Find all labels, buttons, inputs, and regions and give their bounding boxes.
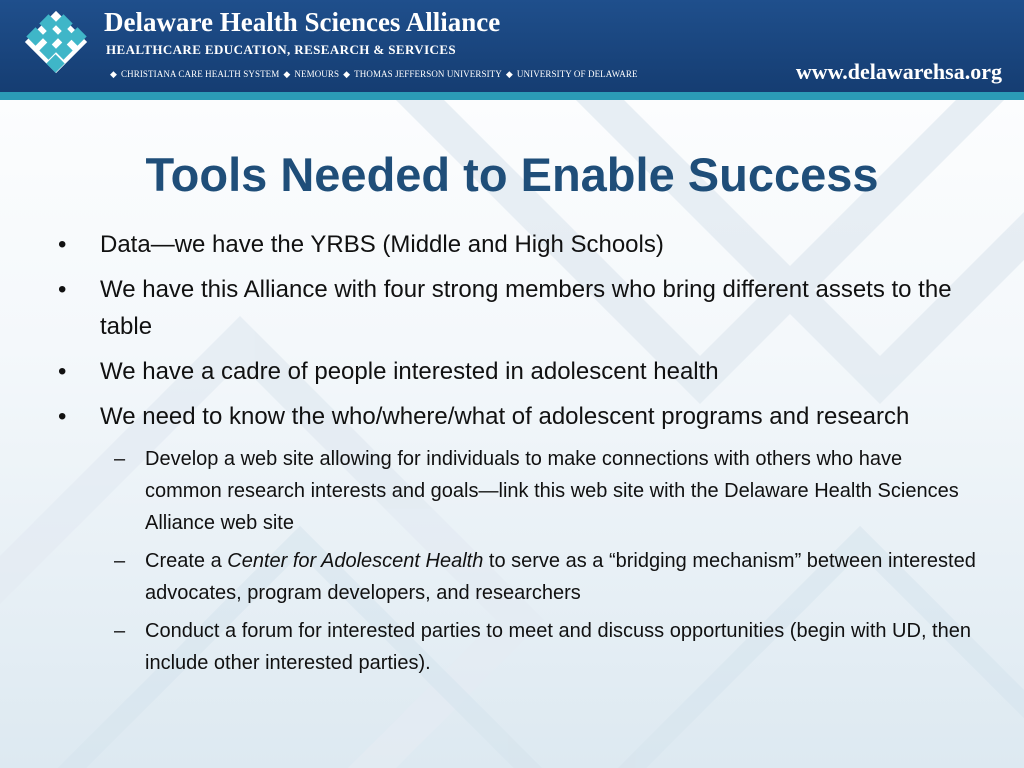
sub-bullet-emphasis: Center for Adolescent Health bbox=[227, 550, 484, 572]
sub-bullet-text: Develop a web site allowing for individuals to make connections with others who have common research interests and goals—link this web site with the Delaware Health Sciences Alliance web site bbox=[145, 448, 959, 534]
header-banner bbox=[0, 0, 1024, 92]
sub-bullet-item bbox=[56, 443, 976, 539]
bullet-marker: • bbox=[58, 276, 67, 303]
partner-separator-icon: ◆ bbox=[343, 69, 351, 79]
bullet-item bbox=[56, 398, 976, 435]
bullet-text: We have a cadre of people interested in adolescent health bbox=[100, 358, 719, 385]
partner-name: UNIVERSITY OF DELAWARE bbox=[516, 69, 638, 79]
bullet-text: We need to know the who/where/what of adolescent programs and research bbox=[100, 403, 910, 430]
organization-tagline: HEALTHCARE EDUCATION, RESEARCH & SERVICES bbox=[106, 42, 457, 57]
website-url: www.delawarehsa.org bbox=[795, 59, 1002, 84]
header-accent-stripe bbox=[0, 92, 1024, 100]
partner-separator-icon: ◆ bbox=[110, 69, 118, 79]
partner-name: CHRISTIANA CARE HEALTH SYSTEM bbox=[121, 69, 280, 79]
partner-list bbox=[106, 69, 638, 80]
partner-separator-icon: ◆ bbox=[283, 69, 291, 79]
bullet-item bbox=[56, 271, 976, 345]
partner-separator-icon: ◆ bbox=[505, 69, 513, 79]
partner-name: THOMAS JEFFERSON UNIVERSITY bbox=[354, 69, 502, 79]
bullet-marker: • bbox=[58, 231, 67, 258]
sub-bullet-marker: – bbox=[114, 448, 126, 470]
organization-name: Delaware Health Sciences Alliance bbox=[104, 7, 501, 37]
sub-bullet-marker: – bbox=[114, 550, 126, 572]
sub-bullet-item bbox=[56, 545, 976, 609]
bullet-text: Data—we have the YRBS (Middle and High Schools) bbox=[100, 231, 664, 258]
partner-name: NEMOURS bbox=[294, 69, 340, 79]
bullet-marker: • bbox=[58, 403, 67, 430]
dhsa-logo-icon bbox=[20, 6, 92, 78]
bullet-item bbox=[56, 226, 976, 263]
sub-bullet-marker: – bbox=[114, 620, 126, 642]
slide-title: Tools Needed to Enable Success bbox=[145, 148, 879, 201]
sub-bullet-text: Conduct a forum for interested parties to meet and discuss opportunities (begin with UD, then include other interested parties). bbox=[145, 620, 971, 674]
bullet-text: We have this Alliance with four strong members who bring different assets to the table bbox=[100, 276, 952, 340]
sub-bullet-text: to serve as a “bridging mechanism” between interested advocates, program developers, and researchers bbox=[145, 550, 976, 604]
bullet-marker: • bbox=[58, 358, 67, 385]
sub-bullet-text: Create a bbox=[145, 550, 228, 572]
bullet-item bbox=[56, 353, 976, 390]
slide-body bbox=[56, 226, 976, 685]
sub-bullet-item bbox=[56, 615, 976, 679]
